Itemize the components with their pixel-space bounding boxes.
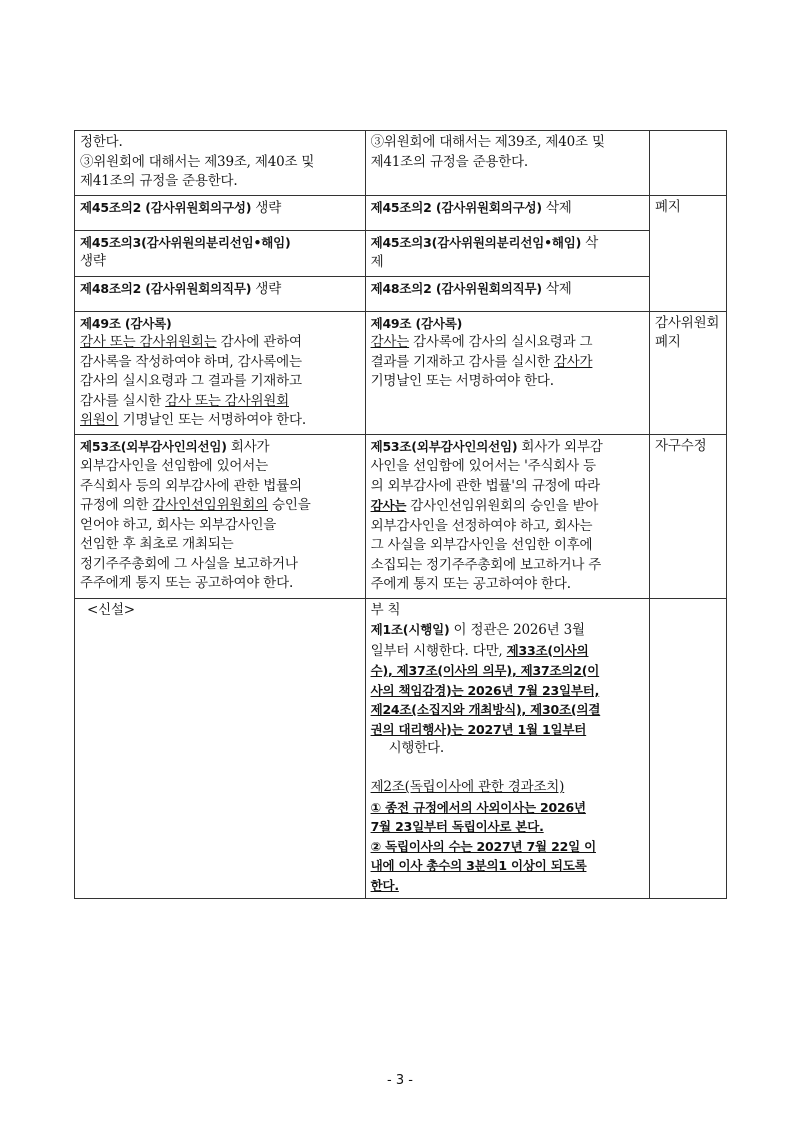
article-title: 제45조의3(감사위원의분리선임•해임) [370,234,582,250]
text-line: 주주에게 통지 또는 공고하여야 한다. [80,575,294,591]
note-text: 폐지 [655,334,681,350]
underlined-text: 제33조(이사의 [506,642,589,658]
text-line: 외부감사인을 선정하여야 하고, 회사는 [370,517,593,534]
article-title: 제45조의3(감사위원의분리선임•해임) [80,234,291,250]
text-line: 선임한 후 최초로 개최되는 [80,536,234,552]
text-span: 감사를 실시한 [80,392,166,409]
amended-text-cell [365,311,649,434]
underlined-text: ① 종전 규정에서의 사외이사는 2026년 [370,799,586,815]
note-cell [650,131,727,196]
underlined-text: 감사는 [370,498,407,513]
current-text-cell [75,311,366,434]
text-span: 승인을 [267,497,311,513]
current-text-cell [75,131,366,196]
underlined-text: 한다. [370,877,399,893]
amended-text-cell [365,195,649,230]
note-text: 폐지 [655,198,681,215]
text-line: 제41조의 규정을 준용한다. [80,173,238,189]
article-title: 제1조(시행일) [370,622,450,637]
note-text: 감사위원회 [655,314,720,331]
text-line: 의 외부감사에 관한 법률'의 규정에 따라 [370,477,600,494]
text-line: ③위원회에 대해서는 제39조, 제40조 및 [370,134,605,150]
text-span: 삭 [581,234,599,251]
text-line: 주식회사 등의 외부감사에 관한 법률의 [80,477,302,494]
article-title: 제49조 (감사록) [80,315,172,331]
article-title: 제48조의2 (감사위원회의직무) [80,280,252,296]
amendment-table [74,130,727,899]
table-row [75,131,727,196]
table-row [75,598,727,899]
text-span: 규정에 의한 [80,497,153,513]
table-row [75,311,727,434]
text-span: 감사록에 감사의 실시요령과 그 [409,334,593,350]
text-line: ③위원회에 대해서는 제39조, 제40조 및 [80,153,315,170]
text-line: 얻어야 하고, 회사는 외부감사인을 [80,516,277,533]
text-span: 이 정관은 2026년 3월 [449,622,585,638]
note-cell [650,434,727,598]
amended-text-cell [365,434,649,598]
underlined-text: 위원이 [80,412,119,428]
underlined-text: 권의 대리행사)는 2027년 1월 1일부터 [370,721,587,737]
text-span: 감사에 관하여 [216,334,302,350]
text-line: 감사의 실시요령과 그 결과를 기재하고 [80,373,302,389]
underlined-text: 감사가 [553,353,593,370]
underlined-text: 감사는 [370,334,410,350]
text-line: 시행한다. [388,740,445,756]
new-clause-marker: <신설> [87,601,135,618]
note-cell [650,311,727,434]
current-text-cell [75,276,366,311]
text-line: 사인을 선임함에 있어서는 '주식회사 등 [370,458,596,474]
table-row [75,230,727,276]
underlined-text: 수), 제37조(이사의 의무), 제37조의2(이 [370,663,600,678]
article-title: 제53조(외부감사인의선임) [370,438,518,454]
text-line: 주에게 통지 또는 공고하여야 한다. [370,576,571,592]
underlined-text: ② 독립이사의 수는 2027년 7월 22일 이 [370,838,596,854]
underlined-text: 감사 또는 감사위원회 [165,392,289,409]
note-cell [650,598,727,899]
underlined-text: 감사 또는 감사위원회는 [80,334,217,350]
table-row [75,434,727,598]
text-line: 제41조의 규정을 준용한다. [370,153,529,170]
underlined-text: 감사인선임위원회의 [152,497,268,513]
table-row [75,195,727,230]
underlined-text: 사의 책임감경)는 2026년 7월 23일부터, [370,682,600,698]
text-span: 일부터 시행한다. 다만, [370,642,507,659]
article-title: 제48조의2 (감사위원회의직무) [370,280,542,296]
underlined-text: 7월 23일부터 독립이사로 본다. [370,819,544,834]
text-span: 감사인선임위원회의 승인을 받아 [406,498,599,514]
article-title: 제2조(독립이사에 관한 경과조치) [370,779,565,795]
text-line: 정기주주총회에 그 사실을 보고하거나 [80,555,298,572]
article-title: 제45조의2 (감사위원회의구성) [80,199,252,215]
supplementary-heading: 부 칙 [370,601,401,618]
text-line: 외부감사인을 선임함에 있어서는 [80,458,268,474]
amended-text-cell [365,598,649,899]
text-line: 소집되는 정기주주총회에 보고하거나 주 [370,556,602,573]
text-span: 회사가 [226,438,270,455]
text-line: 생략 [80,253,106,269]
article-title: 제49조 (감사록) [370,315,463,331]
amended-text-cell [365,131,649,196]
text-line: 기명날인 또는 서명하여야 한다. [370,373,554,389]
text-line: 감사록을 작성하여야 하며, 감사록에는 [80,353,302,370]
underlined-text: 내에 이사 총수의 3분의1 이상이 되도록 [370,858,587,873]
current-text-cell [75,195,366,230]
note-text: 자구수정 [655,437,707,454]
amended-text-cell [365,230,649,276]
table-row [75,276,727,311]
text-line: 정한다. [80,134,123,150]
text-span: 삭제 [541,280,572,297]
article-title: 제45조의2 (감사위원회의구성) [370,199,542,215]
note-cell [650,195,727,311]
current-text-cell [75,230,366,276]
text-line: 그 사실을 외부감사인을 선임한 이후에 [370,537,593,553]
text-span: 삭제 [541,199,572,216]
text-span: 생략 [251,280,282,297]
text-span: 결과를 기재하고 감사를 실시한 [370,353,554,370]
amended-text-cell [365,276,649,311]
article-title: 제53조(외부감사인의선임) [80,438,227,454]
current-text-cell [75,598,366,899]
text-line: 제 [370,254,384,270]
current-text-cell [75,434,366,598]
page-number: - 3 - [387,1073,413,1088]
underlined-text: 제24조(소집지와 개최방식), 제30조(의결 [370,702,601,717]
text-span: 회사가 외부감 [517,438,603,455]
text-span: 기명날인 또는 서명하여야 한다. [118,412,306,428]
text-span: 생략 [251,199,282,216]
